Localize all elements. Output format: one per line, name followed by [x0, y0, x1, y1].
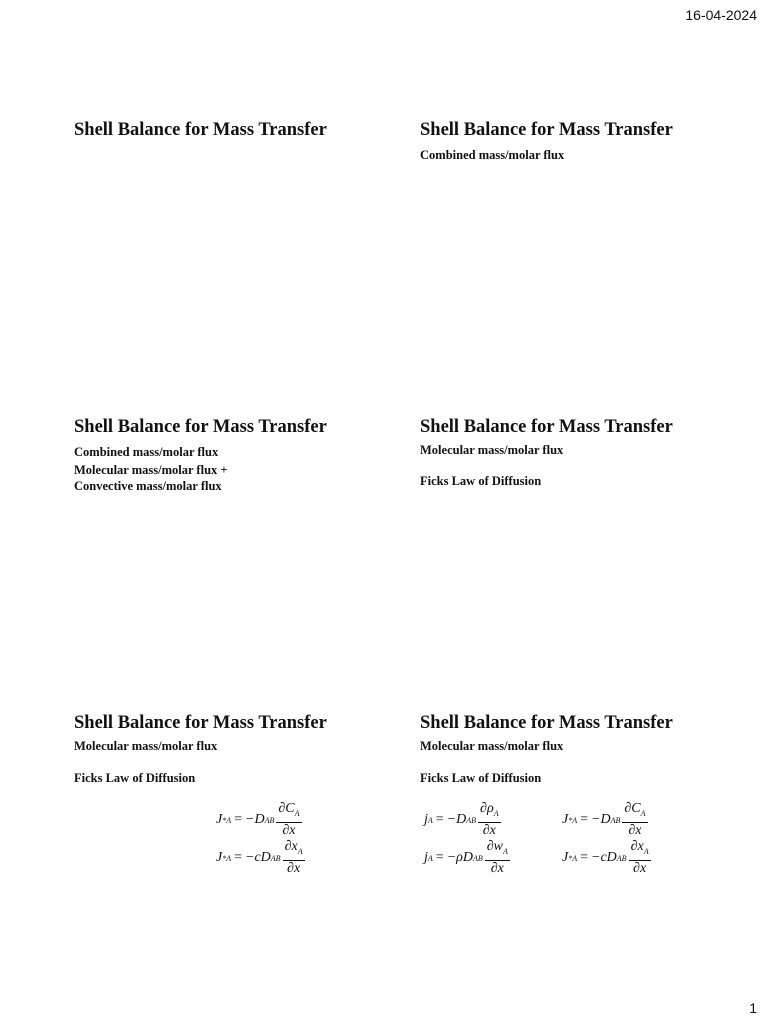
- equation-mass-flux-density: j A = −D AB $\frac{\partial\rho_A}{\partial x}$: [424, 801, 499, 838]
- slide-2: [420, 119, 720, 162]
- slide-text-line: Ficks Law of Diffusion: [420, 771, 542, 785]
- slide-6: [420, 712, 720, 882]
- slide-4: [420, 416, 720, 488]
- slide-text-line: Molecular mass/molar flux +: [74, 463, 228, 477]
- slide-text-line: Combined mass/molar flux: [74, 445, 219, 459]
- slide-title: Shell Balance for Mass Transfer: [74, 120, 327, 140]
- equation-molar-flux-conc: J * A = −D AB $\frac{\partial C_A}{\partial x}$: [562, 801, 646, 838]
- page-number: 1: [749, 1000, 757, 1016]
- slide-text-line: Ficks Law of Diffusion: [420, 474, 542, 488]
- slide-text-line: Convective mass/molar flux: [74, 479, 222, 493]
- slide-title: Shell Balance for Mass Transfer: [74, 713, 327, 733]
- slide-text-line: Molecular mass/molar flux: [420, 443, 564, 457]
- slide-text-line: Molecular mass/molar flux: [420, 739, 564, 753]
- equation-mass-flux-fraction: j A = −ρD AB $\frac{\partial w_A}{\partial x}$: [424, 839, 508, 876]
- slide-title: Shell Balance for Mass Transfer: [74, 417, 327, 437]
- slide-title: Shell Balance for Mass Transfer: [420, 120, 673, 140]
- slide-text-line: Molecular mass/molar flux: [74, 739, 218, 753]
- slide-5: [74, 712, 374, 882]
- slide-title: Shell Balance for Mass Transfer: [420, 713, 673, 733]
- slide-3: [74, 416, 374, 493]
- slide-1: [74, 119, 374, 141]
- slide-text-line: Ficks Law of Diffusion: [74, 771, 196, 785]
- equation-molar-flux-fraction: J * A = −cD AB $\frac{\partial x_A}{\partial x}$: [216, 839, 303, 876]
- date-label: 16-04-2024: [685, 7, 757, 23]
- slide-title: Shell Balance for Mass Transfer: [420, 417, 673, 437]
- equation-molar-flux-conc: J * A = −D AB $\frac{\partial C_A}{\partial x}$: [216, 801, 300, 838]
- equation-molar-flux-fraction: J * A = −cD AB $\frac{\partial x_A}{\partial x}$: [562, 839, 649, 876]
- slide-text-line: Combined mass/molar flux: [420, 148, 565, 162]
